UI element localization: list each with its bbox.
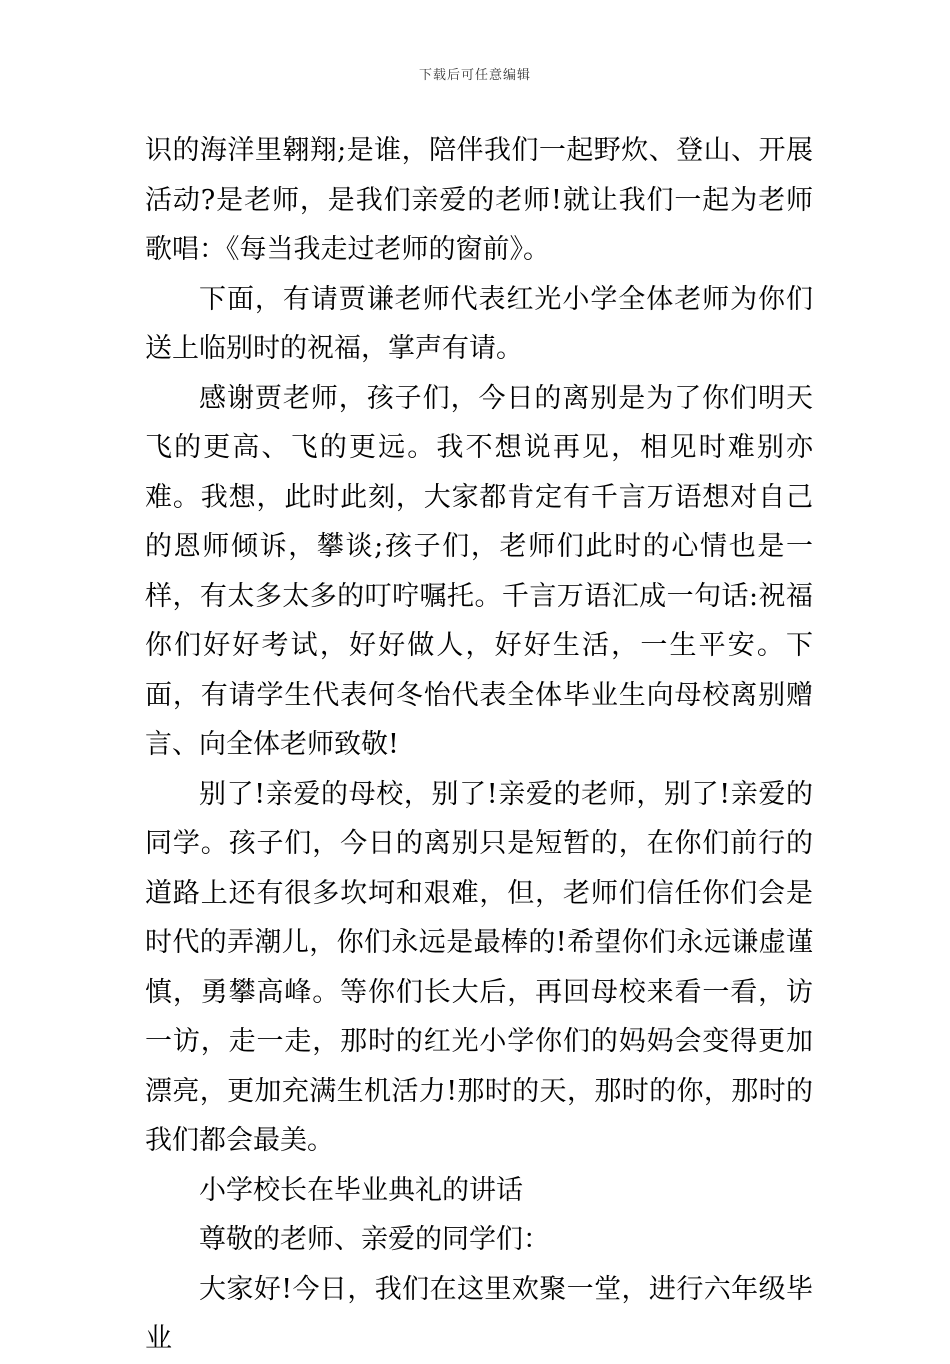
paragraph-4: 别了!亲爱的母校，别了!亲爱的老师，别了!亲爱的同学。孩子们，今日的离别只是短暂的，在你们前行的道路上还有很多坎坷和艰难，但，老师们信任你们会是时代的弄潮儿，你们永远是最棒的!希望你们永远谦虚谨慎，勇攀高峰。等你们长大后，再回母校来看一看，访一访，走一走，那时的红光小学你们的妈妈会变得更加漂亮，更加充满生机活力!那时的天，那时的你，那时的我们都会最美。 xyxy=(145,778,813,1156)
paragraph-1: 识的海洋里翱翔;是谁，陪伴我们一起野炊、登山、开展活动?是老师，是我们亲爱的老师!就让我们一起为老师歌唱：《每当我走过老师的窗前》。 xyxy=(145,135,813,265)
page-header-note: 下载后可任意编辑 xyxy=(418,68,531,83)
salutation: 尊敬的老师、亲爱的同学们： xyxy=(199,1224,550,1255)
document-body xyxy=(145,126,813,1364)
paragraph-5: 大家好!今日，我们在这里欢聚一堂，进行六年级毕业 xyxy=(145,1273,813,1354)
section-title: 小学校长在毕业典礼的讲话 xyxy=(199,1174,523,1206)
paragraph-2: 下面，有请贾谦老师代表红光小学全体老师为你们送上临别时的祝福，掌声有请。 xyxy=(145,283,813,364)
paragraph-3: 感谢贾老师，孩子们，今日的离别是为了你们明天飞的更高、飞的更远。我不想说再见，相见时难别亦难。我想，此时此刻，大家都肯定有千言万语想对自己的恩师倾诉，攀谈;孩子们，老师们此时的心情也是一样，有太多太多的叮咛嘱托。千言万语汇成一句话:祝福你们好好考试，好好做人，好好生活，一生平安。下面，有请学生代表何冬怡代表全体毕业生向母校离别赠言、向全体老师致敬! xyxy=(145,382,813,760)
